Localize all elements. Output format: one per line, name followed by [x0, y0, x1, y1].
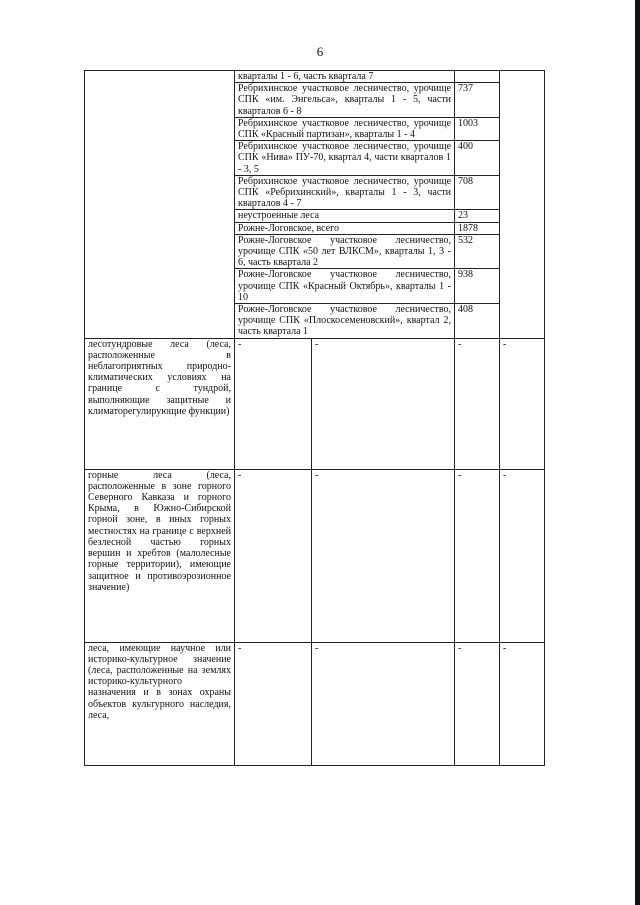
page-edge-border [635, 0, 640, 905]
dash-cell: - [500, 642, 545, 765]
forest-area-description: Рожне-Логовское участковое лесничество, урочище СПК «Плоскосеменовский», квартал 2, часть квартала 1 [235, 304, 455, 339]
forest-area-description: кварталы 1 - 6, часть квартала 7 [235, 71, 455, 83]
dash-cell: - [455, 642, 500, 765]
area-value: 737 [455, 83, 500, 118]
empty-cell [500, 71, 545, 339]
forest-area-description: Рожне-Логовское, всего [235, 222, 455, 234]
area-value [455, 71, 500, 83]
area-value: 1878 [455, 222, 500, 234]
forest-area-description: Рожне-Логовское участковое лесничество, урочище СПК «50 лет ВЛКСМ», кварталы 1, 3 - 6, часть квартала 2 [235, 234, 455, 269]
forest-table [84, 70, 545, 766]
dash-cell: - [500, 338, 545, 469]
table-row [85, 642, 545, 765]
dash-cell: - [312, 642, 455, 765]
table-row [85, 338, 545, 469]
dash-cell: - [235, 338, 312, 469]
area-value: 400 [455, 141, 500, 176]
forest-area-description: неустроенные леса [235, 210, 455, 222]
dash-cell: - [500, 469, 545, 642]
forest-area-description: Ребрихинское участковое лесничество, урочище СПК «им. Энгельса», кварталы 1 - 5, части кварталов 6 - 8 [235, 83, 455, 118]
dash-cell: - [312, 338, 455, 469]
forest-area-description: Ребрихинское участковое лесничество, урочище СПК «Красный партизан», кварталы 1 - 4 [235, 117, 455, 140]
area-value: 938 [455, 269, 500, 304]
dash-cell: - [455, 469, 500, 642]
page-number: 6 [316, 44, 324, 59]
table-row [85, 71, 545, 83]
forest-area-description: Ребрихинское участковое лесничество, урочище СПК «Ребрихинский», кварталы 1 - 3, части кварталов 4 - 7 [235, 175, 455, 210]
area-value: 408 [455, 304, 500, 339]
category-label: лесотундровые леса (леса, расположенные в неблагоприятных природно-климатических условиях на границе с тундрой, выполняющие защитные и климаторегулирующие функции) [85, 338, 235, 469]
forest-area-description: Ребрихинское участковое лесничество, урочище СПК «Нива» ПУ-70, квартал 4, части кварталов 1 - 3, 5 [235, 141, 455, 176]
dash-cell: - [455, 338, 500, 469]
forest-area-description: Рожне-Логовское участковое лесничество, урочище СПК «Красный Октябрь», кварталы 1 - 10 [235, 269, 455, 304]
category-label: леса, имеющие научное или историко-культурное значение (леса, расположенные на землях историко-культурного назначения и в зонах охраны объектов культурного наследия, леса, [85, 642, 235, 765]
category-label: горные леса (леса, расположенные в зоне горного Северного Кавказа и горного Крыма, в Южно-Сибирской горной зоне, в иных горных местностях на границе с верхней безлесной частью горных вершин и хребтов (малолесные горные территории), имеющие защитное и противоэрозионное значение) [85, 469, 235, 642]
area-value: 532 [455, 234, 500, 269]
dash-cell: - [312, 469, 455, 642]
empty-category-cell [85, 71, 235, 339]
area-value: 708 [455, 175, 500, 210]
dash-cell: - [235, 469, 312, 642]
area-value: 1003 [455, 117, 500, 140]
area-value: 23 [455, 210, 500, 222]
table-row [85, 469, 545, 642]
dash-cell: - [235, 642, 312, 765]
